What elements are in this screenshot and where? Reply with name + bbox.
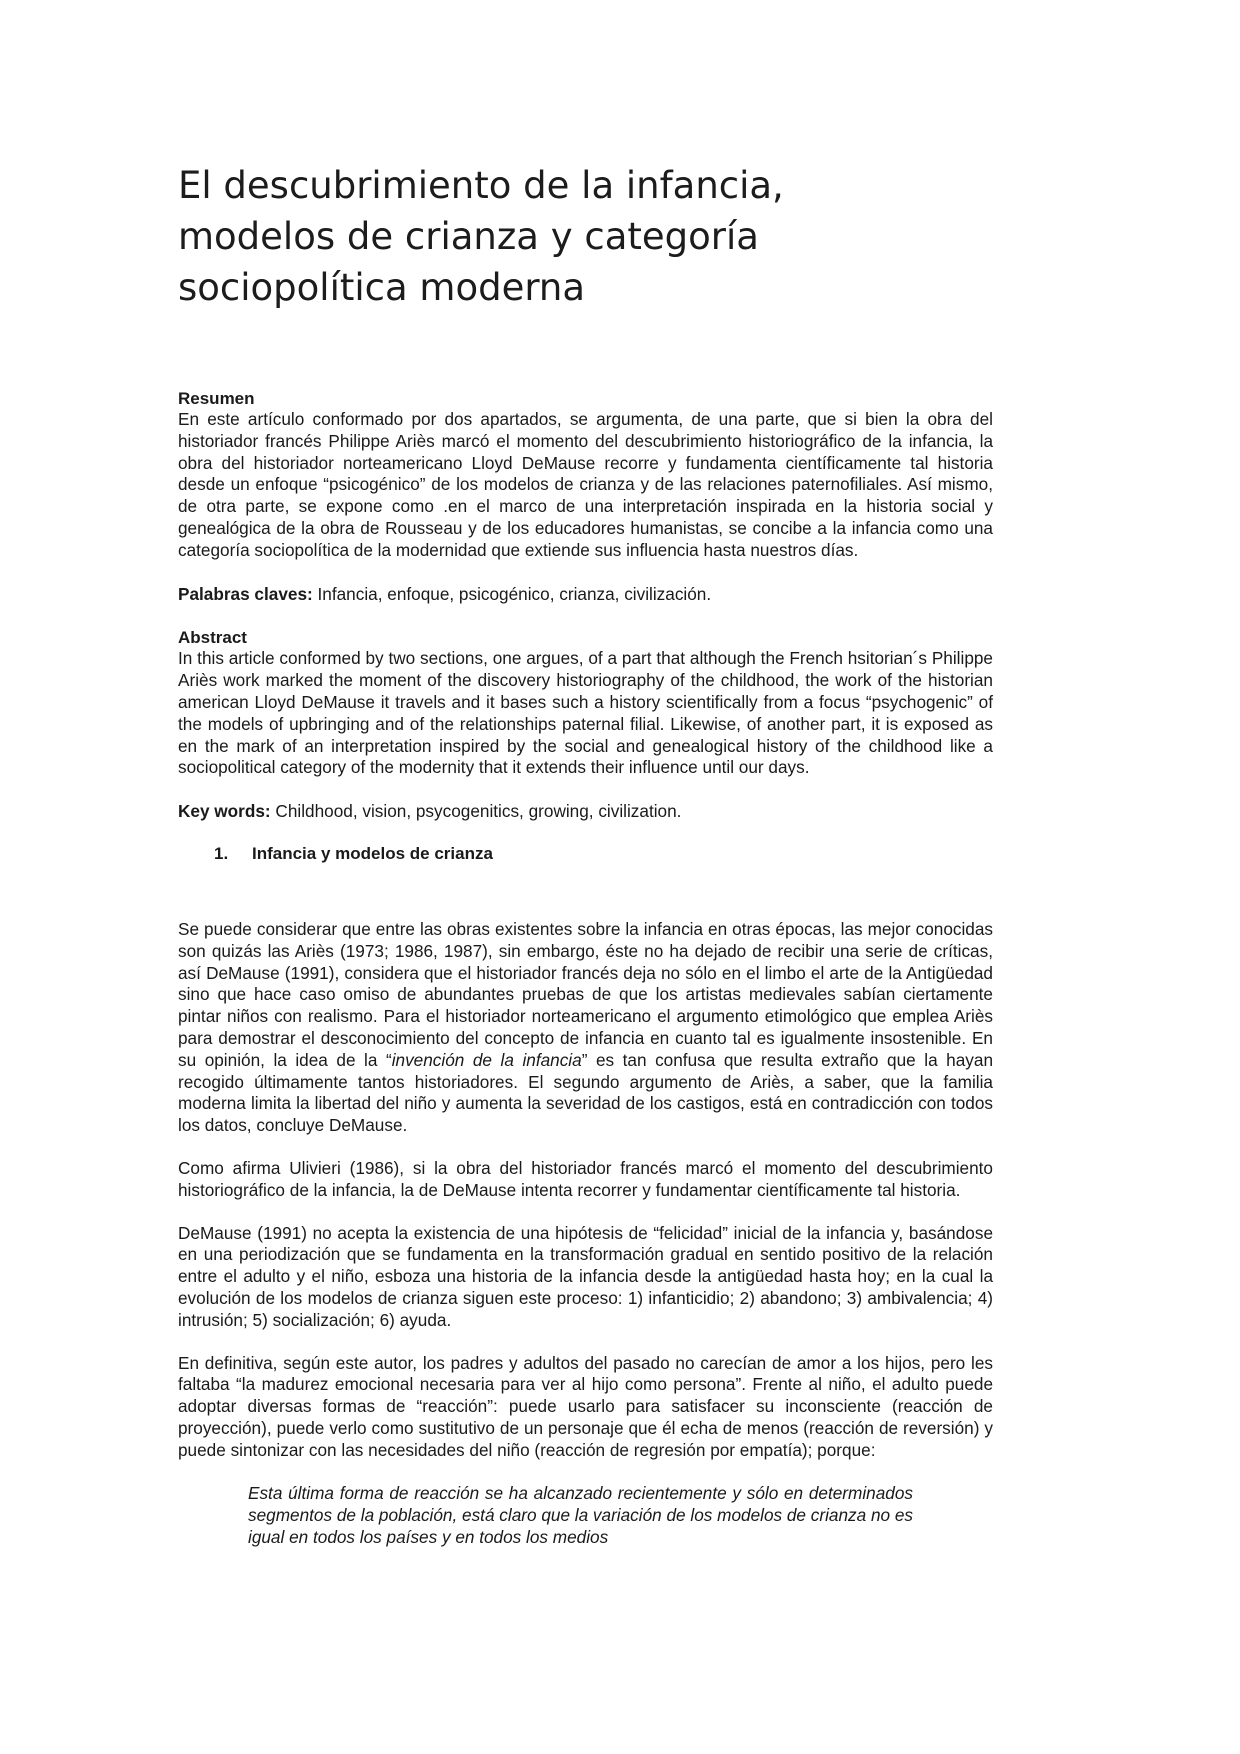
body-paragraph-1-emphasis: invención de la infancia <box>391 1049 582 1070</box>
palabras-claves-text: Infancia, enfoque, psicogénico, crianza, civilización. <box>312 583 712 604</box>
body-paragraph-1-part-a: Se puede considerar que entre las obras existentes sobre la infancia en otras épocas, las mejor conocidas son quizás las Ariès (1973; 1986, 1987), sin embargo, éste no ha dejado de recibir una serie de críticas, así DeMause (1991), considera que el historiador francés deja no sólo en el limbo el arte de la Antigüedad sino que hace caso omiso de abundantes pruebas de que los artistas medievales sabían ciertamente pintar niños con realismo. Para el historiador norteamericano el argumento etimológico que emplea Ariès para demostrar el desconocimiento del concepto de infancia en cuanto tal es igualmente insostenible. En su opinión, la idea de la “ <box>178 918 993 1070</box>
body-paragraph-4: En definitiva, según este autor, los padres y adultos del pasado no carecían de amor a los hijos, pero les faltaba “la madurez emocional necesaria para ver al hijo como persona”. Frente al niño, el adulto puede adoptar diversas formas de “reacción”: puede usarlo para satisfacer su inconsciente (reacción de proyección), puede verlo como sustitutivo de un personaje que él echa de menos (reacción de reversión) y puede sintonizar con las necesidades del niño (reacción de regresión por empatía); porque: <box>178 1352 993 1460</box>
key-words-text: Childhood, vision, psycogenitics, growing, civilization. <box>270 801 682 822</box>
body-paragraph-2: Como afirma Ulivieri (1986), si la obra del historiador francés marcó el momento del descubrimiento historiográfico de la infancia, la de DeMause intenta recorrer y fundamentar científicamente tal historia. <box>178 1157 993 1200</box>
palabras-claves-label: Palabras claves: <box>178 583 313 604</box>
body-paragraph-3: DeMause (1991) no acepta la existencia de una hipótesis de “felicidad” inicial de la infancia y, basándose en una periodización que se fundamenta en la transformación gradual en sentido positivo de la relación entre el adulto y el niño, esboza una historia de la infancia desde la antigüedad hasta hoy; en la cual la evolución de los modelos de crianza siguen este proceso: 1) infanticidio; 2) abandono; 3) ambivalencia; 4) intrusión; 5) socialización; 6) ayuda. <box>178 1222 993 1330</box>
section-1-heading <box>214 843 993 864</box>
abstract-heading: Abstract <box>178 628 247 648</box>
body-paragraph-1 <box>178 919 993 1137</box>
abstract-section <box>178 627 993 779</box>
resumen-section <box>178 388 993 562</box>
resumen-heading: Resumen <box>178 389 255 408</box>
page-title: El descubrimiento de la infancia, modelos de crianza y categoría sociopolítica moderna <box>178 164 784 309</box>
palabras-claves <box>178 584 993 606</box>
section-1-title: Infancia y modelos de crianza <box>252 843 493 863</box>
resumen-text: En este artículo conformado por dos apartados, se argumenta, de una parte, que si bien la obra del historiador francés Philippe Ariès marcó el momento del descubrimiento historiográfico de la infancia, la obra del historiador norteamericano Lloyd DeMause recorre y fundamenta científicamente tal historia desde un enfoque “psicogénico” de los modelos de crianza y de las relaciones paternofiliales. Así mismo, de otra parte, se expone como .en el marco de una interpretación inspirada en la historia social y genealógica de la obra de Rousseau y de los educadores humanistas, se concibe a la infancia como una categoría sociopolítica de la modernidad que extiende sus influencia hasta nuestros días. <box>178 409 993 560</box>
body-paragraph-1-part-b: ” es tan confusa que resulta extraño que la hayan recogido últimamente tantos historiadores. El segundo argumento de Ariès, a saber, que la familia moderna limita la libertad del niño y aumenta la severidad de los castigos, está en contradicción con todos los datos, concluye DeMause. <box>178 1049 993 1136</box>
abstract-text: In this article conformed by two sections, one argues, of a part that although the French hsitorian´s Philippe Ariès work marked the moment of the discovery historiography of the childhood, the work of the historian american Lloyd DeMause it travels and it bases such a history scientifically from a focus “psychogenic” of the models of upbringing and of the relationships paternal filial. Likewise, of another part, it is exposed as en the mark of an interpretation inspired by the social and genealogical history of the childhood like a sociopolitical category of the modernity that it extends their influence until our days. <box>178 648 993 778</box>
section-1-number: 1. <box>214 843 229 863</box>
key-words <box>178 801 993 823</box>
block-quote: Esta última forma de reacción se ha alcanzado recientemente y sólo en determinados segmentos de la población, está claro que la variación de los modelos de crianza no es igual en todos los países y en todos los medios <box>248 1483 913 1548</box>
key-words-label: Key words: <box>178 801 271 822</box>
